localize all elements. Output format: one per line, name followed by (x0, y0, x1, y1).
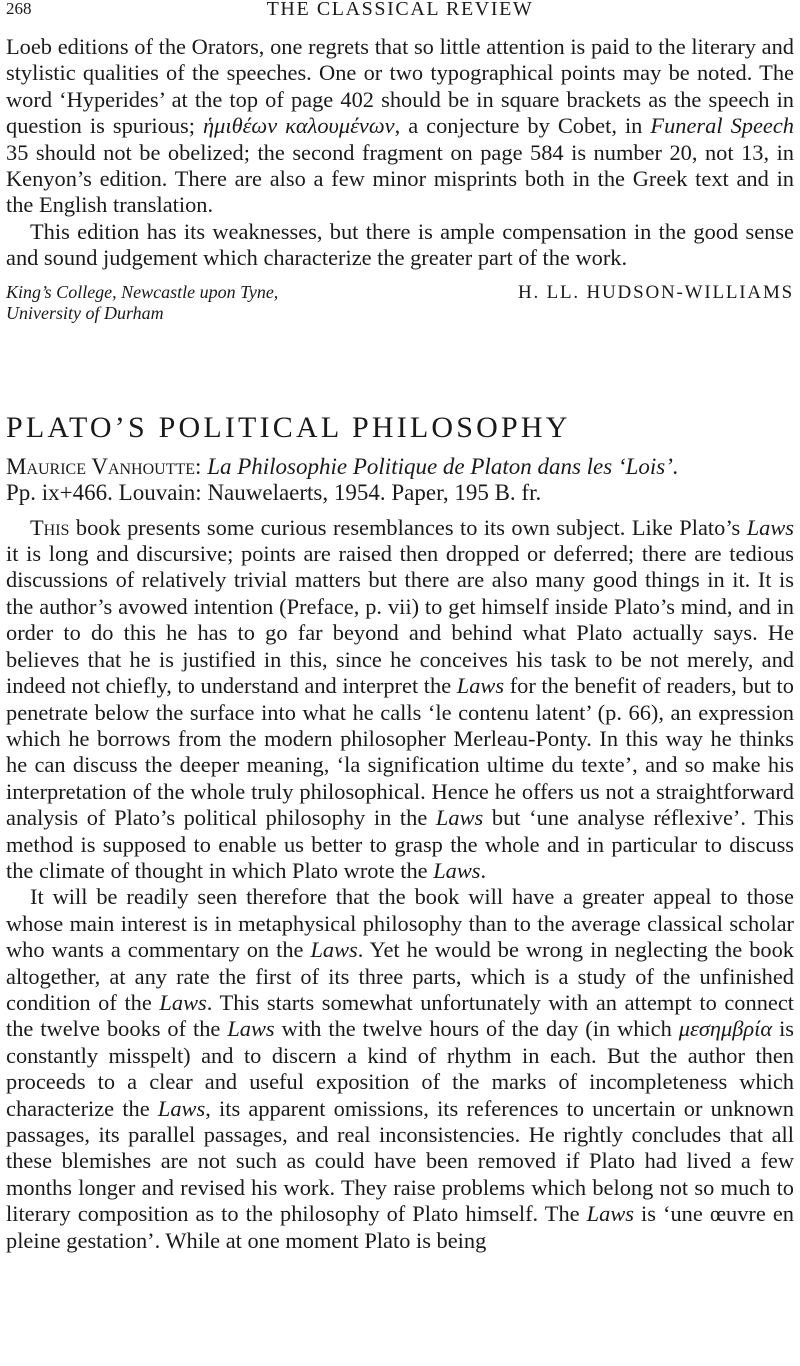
text-run: is ‘une œuvre en pleine gestation’. While at one moment Plato is being (6, 1201, 794, 1253)
italic-title: Funeral Speech (650, 113, 794, 139)
text-run: is constantly misspelt) and to discern a kind of rhythm in each. But the author then proceeds to a clear and useful exposition of the marks of incompleteness which characterize the (6, 1016, 794, 1121)
article-paragraph-2 (6, 884, 794, 1254)
laws-title: Laws (586, 1201, 634, 1227)
text-run: but ‘une analyse réflexive’. This method is supposed to enable us better to grasp the whole and in particular to discuss the climate of thought in which Plato wrote the (6, 805, 794, 883)
page-number: 268 (6, 0, 32, 18)
publication-details: Pp. ix+466. Louvain: Nauwelaerts, 1954. Paper, 195 B. fr. (6, 480, 542, 506)
text-run: . (480, 857, 487, 883)
previous-review-paragraph-2: This edition has its weaknesses, but there is ample compensation in the good sense and sound judgement which characterize the greater part of the work. (6, 218, 794, 271)
reviewer-signoff (6, 282, 794, 326)
laws-title: Laws (310, 937, 358, 963)
article-paragraph-1 (6, 515, 794, 885)
reviewer-affiliation (6, 282, 278, 324)
book-author: Maurice Vanhoutte (6, 453, 196, 479)
author-separator: : (195, 453, 202, 479)
laws-title: Laws (157, 1095, 206, 1121)
book-citation (6, 454, 794, 507)
text-run: book presents some curious resemblances to its own subject. Like Plato’s (75, 514, 741, 540)
greek-word: μεσημβρία (678, 1016, 773, 1042)
text-run: It will be readily seen therefore that the book will have a greater appeal to those whose main interest is in metaphysical philosophy than to the average classical scholar who wants a commentary on the (6, 884, 794, 963)
reviewer-name: H. LL. HUDSON-WILLIAMS (517, 281, 794, 303)
laws-title: Laws (435, 805, 484, 831)
text-run: . This starts somewhat unfortunately with an attempt to connect the twelve books of the (6, 989, 794, 1042)
laws-title: Laws (159, 989, 207, 1015)
text-run: Loeb editions of the Orators, one regrets that so little attention is paid to the literary and stylistic qualities of the speeches. One or two typographical points may be noted. The word ‘Hyperides’ at the top of page 402 should be in square brackets as the speech in question is spurious; (6, 34, 794, 139)
laws-title: Laws (227, 1016, 275, 1042)
laws-title: Laws (746, 514, 794, 540)
running-head (6, 0, 794, 26)
affiliation-line: King’s College, Newcastle upon Tyne, (6, 281, 279, 302)
text-run: 35 should not be obelized; the second fragment on page 584 is number 20, not 13, in Kenyon’s edition. There are also a few minor misprints both in the Greek text and in the English translation. (6, 139, 794, 218)
previous-review-paragraph-1 (6, 34, 794, 219)
journal-title: THE CLASSICAL REVIEW (266, 0, 534, 20)
text-run: for the benefit of readers, but to penetrate below the surface into what he calls ‘le contenu latent’ (p. 66), an expression which he borrows from the modern philosopher Merleau-Ponty. In this way he thinks he can discuss the deeper meaning, ‘la signification ultime du texte’, and so make his interpretation of the whole truly philosophical. Hence he offers us not a straightforward analysis of Plato’s political philosophy in the (6, 673, 794, 831)
document-page (6, 0, 794, 1254)
book-title: La Philosophie Politique de Platon dans les ‘Lois’. (207, 453, 679, 479)
text-run: with the twelve hours of the day (in which (281, 1016, 672, 1042)
lead-word: This (30, 514, 70, 540)
text-run: it is long and discursive; points are raised then dropped or deferred; there are tedious discussions of relatively trivial matters but there are also many good things in it. It is the author’s avowed intention (Preface, p. vii) to get himself inside Plato’s mind, and in order to do this he has to go far beyond and behind what Plato actually says. He believes that he is justified in this, since he conceives his task to be not merely, and indeed not chiefly, to understand and interpret the (6, 541, 794, 699)
laws-title: Laws (456, 673, 505, 699)
text-run: , its apparent omissions, its references to uncertain or unknown passages, its parallel passages, and real inconsistencies. He rightly concludes that all these blemishes are not such as could have been removed if Plato had lived a few months longer and revised his work. They raise problems which belong not so much to literary composition as to the philosophy of Plato himself. The (6, 1095, 794, 1227)
text-run: . Yet he would be wrong in neglecting the book altogether, at any rate the first of its three parts, which is a study of the unfinished condition of the (6, 937, 794, 1015)
article-title: PLATO’S POLITICAL PHILOSOPHY (6, 410, 571, 444)
affiliation-line: University of Durham (6, 302, 164, 323)
greek-phrase: ἡμιθέων καλουμένων (203, 113, 395, 139)
laws-title: Laws (433, 857, 481, 883)
text-run: , a conjecture by Cobet, in (394, 113, 643, 139)
